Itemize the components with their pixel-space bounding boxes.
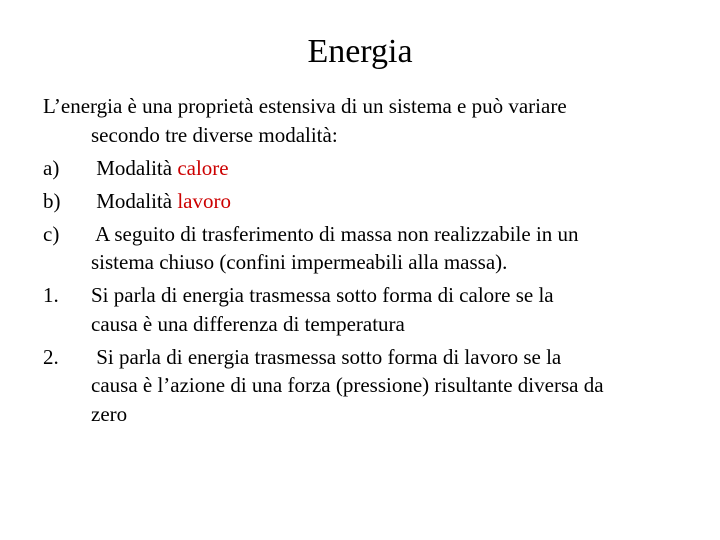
- item-1-line-1: Si parla di energia trasmessa sotto forma di calore se la: [91, 283, 554, 307]
- slide-title: Energia: [307, 33, 413, 70]
- list-item-1: [43, 281, 693, 310]
- item-b-text: Modalità: [91, 188, 178, 213]
- list-item-c: [43, 220, 693, 249]
- item-a-text: Modalità: [91, 155, 178, 180]
- item-a-accent: calore: [177, 155, 229, 180]
- list-marker-b: b): [43, 188, 61, 213]
- item-b-accent: lavoro: [177, 188, 231, 213]
- list-marker-a: a): [43, 155, 60, 180]
- slide-body: [43, 92, 693, 428]
- item-2-line-2: causa è l’azione di una forza (pressione) risultante diversa da: [91, 373, 604, 397]
- item-c-line-1: A seguito di trasferimento di massa non realizzabile in un: [91, 221, 579, 246]
- list-item-b: [43, 187, 693, 220]
- item-2-line-3: zero: [91, 401, 128, 426]
- list-marker-2: 2.: [43, 344, 59, 369]
- intro-line-1: L’energia è una proprietà estensiva di un sistema e può variare: [43, 94, 567, 118]
- list-item-a: [43, 154, 693, 187]
- list-marker-1: 1.: [43, 283, 59, 307]
- item-c-line-2: sistema chiuso (confini impermeabili alla massa).: [91, 250, 508, 274]
- item-1-line-2: causa è una differenza di temperatura: [91, 311, 405, 336]
- item-2-line-1: Si parla di energia trasmessa sotto forma di lavoro se la: [91, 344, 562, 369]
- list-marker-c: c): [43, 221, 60, 246]
- list-item-2: [43, 343, 693, 372]
- intro-line-2: secondo tre diverse modalità:: [91, 122, 338, 147]
